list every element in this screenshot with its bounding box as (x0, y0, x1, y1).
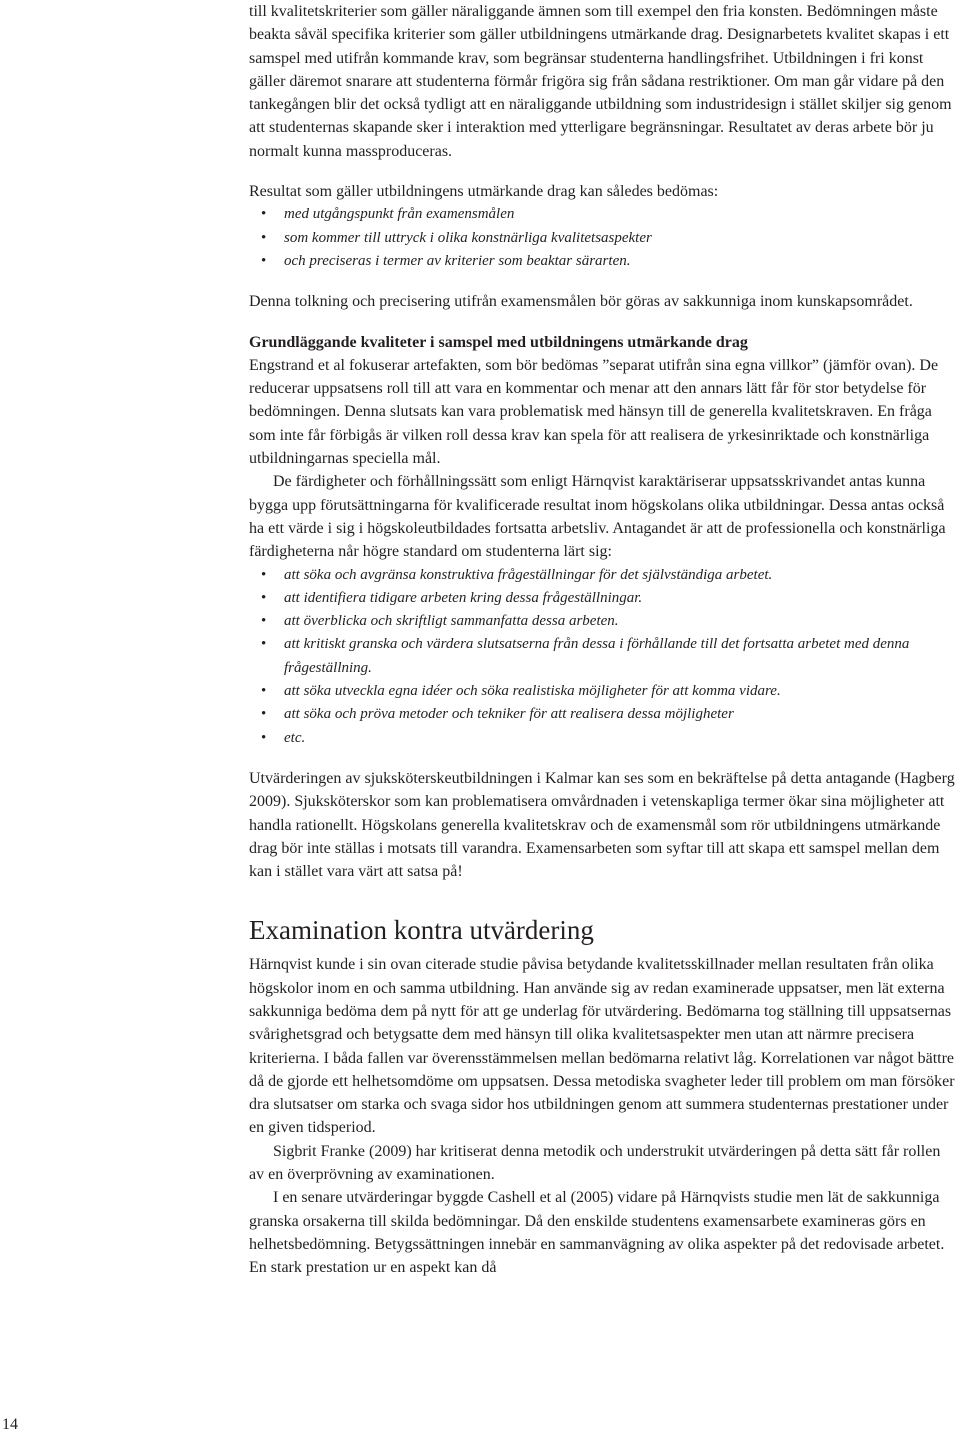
skills-list (249, 564, 959, 750)
list-item: • och preciseras i termer av kriterier som beaktar särarten. (284, 250, 959, 273)
paragraph-fardigheter: De färdigheter och förhållningssätt som enligt Härnqvist karaktäriserar uppsatsskrivandet antas kunna bygga upp förutsättningarna för kvalificerade resultat inom högskolans olika utbildningar. Dessa antas också ha ett värde i sig i högskoleutbildades fortsatta arbetsliv. Antagandet är att de professionella och konstnärliga färdigheterna når högre standard om studenterna lärt sig: (249, 473, 946, 561)
paragraph-harnqvist: Härnqvist kunde i sin ovan citerade studie påvisa betydande kvalitetsskillnader mellan resultaten från olika högskolor inom en och samma utbildning. Han använde sig av redan examinerade uppsatser, men lät externa sakkunniga bedöma dem på nytt för att ge underlag för utvärdering. Bedömarna tog ställning till uppsatsernas svårighetsgrad och betygsatte dem med hänsyn till olika kvalitetsaspekter men utan att närmre precisera kriterierna. I båda fallen var överensstämmelsen mellan bedömarna relativt låg. Korrelationen var något bättre då de gjorde ett helhetsomdöme om uppsatsen. Dessa metodiska svagheter leder till problem om man försöker dra slutsatser om starka och svaga sidor hos utbildningen genom att summera studenternas prestationer under en given tidsperiod. (249, 956, 955, 1137)
list-item: • att söka utveckla egna idéer och söka realistiska möjligheter för att komma vidare. (284, 680, 959, 703)
list-item: • att söka och avgränsa konstruktiva frågeställningar för det självständiga arbetet. (284, 564, 959, 587)
page-number: 14 (2, 1416, 18, 1433)
paragraph-engstrand: Engstrand et al fokuserar artefakten, som bör bedömas ”separat utifrån sina egna villkor” (jämför ovan). De reducerar uppsatsens roll till att vara en kommentar och menar att den annars lätt får för stor betydelse för bedömningen. Denna slutsats kan vara problematisk med hänsyn till de generella kvalitetskraven. En fråga som inte får förbigås är vilken roll dessa krav kan spela för att realisera de yrkesinriktade och konstnärliga utbildningarnas speciella mål. (249, 356, 939, 468)
list-item: • att kritiskt granska och värdera slutsatserna från dessa i förhållande till det fortsatta arbetet med denna frågeställning. (284, 633, 959, 680)
paragraph-results: Resultat som gäller utbildningens utmärkande drag kan således bedömas: (249, 183, 719, 201)
paragraph-cashell: I en senare utvärderingar byggde Cashell et al (2005) vidare på Härnqvists studie men lät de sakkunniga granska orsakerna till skilda bedömningar. Då den enskilde studentens examensarbete examineras görs en helhetsbedömning. Betygssättningen innebär en sammanvägning av olika aspekter på det redovisade arbetet. En stark prestation ur en aspekt kan då (249, 1189, 945, 1277)
list-item: • etc. (284, 727, 959, 750)
section-title: Examination kontra utvärdering (249, 915, 594, 946)
list-item: • som kommer till uttryck i olika konstnärliga kvalitetsaspekter (284, 227, 959, 250)
paragraph-franke: Sigbrit Franke (2009) har kritiserat denna metodik och understrukit utvärderingen på detta sätt får rollen av en överprövning av examinationen. (249, 1142, 941, 1184)
paragraph-tolkning: Denna tolkning och precisering utifrån examensmålen bör göras av sakkunniga inom kunskapsområdet. (249, 293, 913, 311)
paragraph-intro: till kvalitetskriterier som gäller näraliggande ämnen som till exempel den fria konsten. Bedömningen måste beakta såväl specifika kriterier som gäller utbildningens utmärkande drag. Designarbetets kvalitet skapas i ett samspel med utifrån kommande krav, som begränsar studenterna handlingsfrihet. Utbildningen i fri konst gäller däremot snarare att studenterna förmår frigöra sig från sådana restriktioner. Om man går vidare på den tankegången blir det också tydligt att en näraliggande utbildning som industridesign i stället skiljer sig genom att studenternas skapande sker i interaktion med ytterligare begränsningar. Resultatet av deras arbete bör ju normalt kunna massproduceras. (249, 3, 952, 160)
results-list (249, 203, 959, 273)
paragraph-kalmar: Utvärderingen av sjuksköterskeutbildningen i Kalmar kan ses som en bekräftelse på detta antagande (Hagberg 2009). Sjuksköterskor som kan problematisera omvårdnaden i vetenskapliga termer ökar sina möjligheter att handla rationellt. Högskolans generella kvalitetskrav och de examensmål som rör utbildningens utmärkande drag bör inte ställas i motsats till varandra. Examensarbeten som syftar till att skapa ett samspel mellan dem kan i stället vara värt att satsa på! (249, 769, 955, 881)
subheading: Grundläggande kvaliteter i samspel med utbildningens utmärkande drag (249, 333, 748, 351)
list-item: • att identifiera tidigare arbeten kring dessa frågeställningar. (284, 587, 959, 610)
page-body (249, 0, 959, 1280)
list-item: • att överblicka och skriftligt sammanfatta dessa arbeten. (284, 610, 959, 633)
list-item: • med utgångspunkt från examensmålen (284, 203, 959, 226)
list-item: • att söka och pröva metoder och tekniker för att realisera dessa möjligheter (284, 703, 959, 726)
